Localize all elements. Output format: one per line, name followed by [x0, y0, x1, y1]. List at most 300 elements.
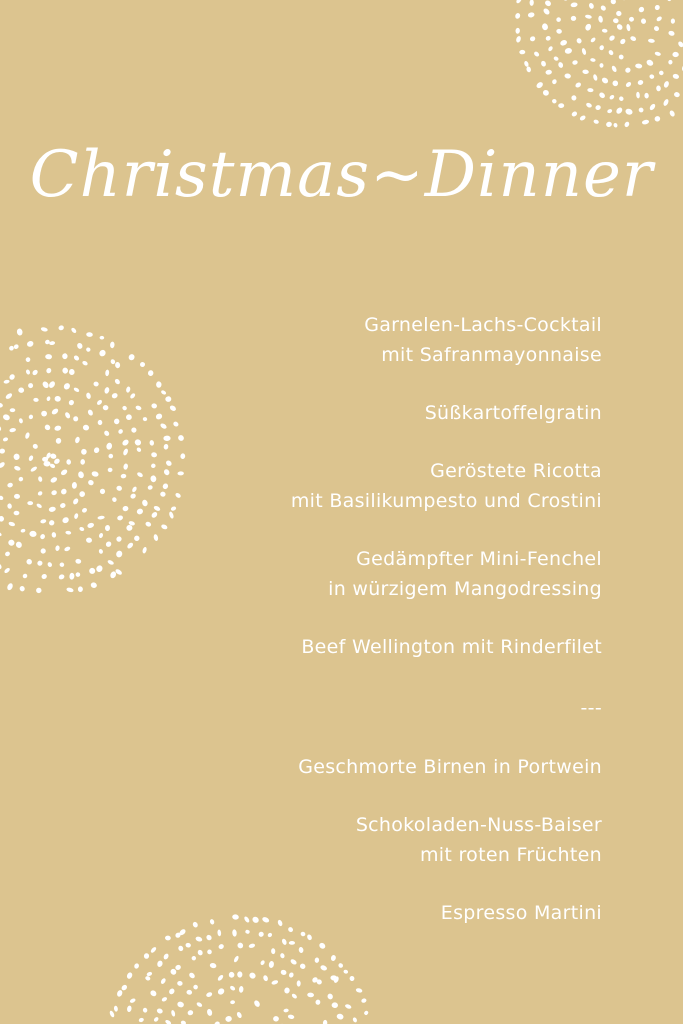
decor-dot [541, 23, 549, 31]
decor-dot [232, 914, 239, 920]
decor-dot [672, 73, 680, 80]
decor-dot [58, 573, 65, 580]
decor-dot [571, 16, 576, 21]
decor-dot [178, 945, 185, 952]
decor-dot [114, 418, 120, 425]
decor-dot [80, 459, 85, 465]
menu-item [298, 752, 602, 782]
decor-dot [50, 453, 58, 460]
decor-dot [196, 1001, 203, 1007]
decor-dot [136, 508, 144, 516]
decor-dot [140, 362, 146, 368]
decor-dot [352, 1017, 358, 1023]
decor-dot [105, 369, 110, 376]
decor-dot [607, 108, 613, 113]
decor-dot [663, 80, 670, 88]
decor-dot [225, 1015, 232, 1022]
decor-dot [287, 926, 294, 933]
decor-dot [31, 369, 38, 376]
decor-dot [602, 28, 608, 33]
page-title: Christmas~Dinner [29, 138, 654, 212]
decor-dot [151, 403, 158, 409]
decor-dot [230, 1000, 235, 1005]
decor-dot [251, 915, 260, 924]
decor-dot [82, 424, 89, 431]
decor-dot [261, 916, 270, 923]
decor-dot [87, 479, 94, 486]
menu-item-line: Geröstete Ricotta [430, 460, 602, 482]
decor-dot [579, 115, 586, 122]
decor-dot [558, 103, 564, 108]
decor-dot [656, 85, 661, 91]
decor-dot [103, 405, 109, 411]
decor-dot [86, 332, 93, 337]
decor-dot [0, 516, 4, 522]
decor-dot [115, 362, 121, 369]
decor-dot [87, 409, 94, 417]
decor-dot [542, 89, 550, 97]
decor-dot [120, 984, 128, 992]
decor-dot [41, 380, 50, 389]
decor-dot [547, 45, 553, 52]
decor-dot [45, 367, 52, 374]
decor-dot [626, 24, 631, 32]
decor-dot [306, 934, 312, 941]
decor-dot [592, 74, 598, 81]
decor-dot [87, 522, 95, 529]
decor-dot [135, 405, 142, 411]
decor-dot [582, 69, 589, 74]
decor-dot [51, 489, 58, 496]
decor-dot [76, 342, 83, 350]
decor-dot [323, 1020, 328, 1024]
decor-dot [38, 476, 43, 482]
decor-dot [78, 586, 83, 592]
decor-dot [544, 0, 552, 7]
decor-dot [245, 929, 251, 934]
decor-dot [187, 1009, 194, 1016]
decor-dot [98, 548, 103, 554]
decor-dot [277, 919, 283, 927]
decor-dot [18, 418, 23, 424]
decor-dot [49, 341, 56, 346]
decor-dot [529, 0, 533, 6]
decor-dot [585, 14, 592, 19]
decor-dot [169, 404, 177, 412]
decor-dot [667, 0, 673, 1]
decor-dot [273, 1016, 280, 1022]
decor-dot [121, 438, 130, 446]
decor-dot [114, 378, 121, 385]
decor-dot [217, 987, 226, 996]
decor-dot [63, 382, 72, 391]
decor-dot [40, 548, 46, 554]
decor-dot [161, 996, 168, 1002]
decor-dot [105, 540, 113, 548]
menu-item [441, 898, 602, 928]
decor-dot [30, 466, 38, 473]
decor-dot [35, 587, 42, 594]
decor-dot [165, 935, 171, 940]
decor-dot [133, 963, 139, 970]
decor-dot [570, 2, 578, 8]
decor-dot [8, 373, 16, 381]
decor-dot [584, 23, 592, 32]
decor-dot [79, 526, 85, 532]
decor-dot [96, 399, 103, 406]
decor-dot [95, 564, 104, 573]
decor-dot [271, 948, 276, 954]
decor-dot [624, 121, 631, 128]
decor-dot [115, 550, 123, 559]
decor-dot [2, 413, 11, 421]
decor-dot [615, 106, 623, 115]
menu-item-line: mit roten Früchten [420, 844, 602, 866]
decor-dot [625, 81, 632, 88]
decor-dot [649, 103, 657, 111]
decor-dot [59, 562, 64, 567]
decor-dot [280, 953, 286, 959]
decor-dot [160, 524, 168, 531]
decor-dot [110, 341, 115, 348]
decor-dot [129, 998, 136, 1004]
decor-dot [25, 558, 33, 566]
decor-dot [151, 452, 158, 458]
decor-dot [571, 95, 577, 101]
decor-dot [654, 51, 661, 56]
decor-dot [192, 921, 199, 928]
decor-dot [131, 427, 137, 433]
menu-item [425, 398, 602, 428]
decor-dot [20, 528, 26, 533]
decor-dot [171, 1010, 176, 1017]
decor-dot [217, 929, 221, 936]
decor-dot [523, 60, 529, 67]
decor-dot [26, 340, 34, 348]
decor-dot [205, 991, 212, 998]
decor-dot [542, 7, 550, 15]
decor-dot [0, 424, 2, 432]
decor-dot [0, 461, 6, 469]
decor-dot [3, 379, 10, 384]
decor-dot [149, 440, 154, 446]
decor-dot [7, 503, 12, 509]
decor-dot [7, 482, 14, 488]
decor-dot [3, 567, 10, 574]
decor-dot [51, 532, 56, 538]
decor-dot [209, 962, 217, 969]
decor-dot [177, 981, 183, 987]
decor-dot [601, 76, 609, 84]
decor-dot [64, 411, 71, 419]
decor-dot [344, 1003, 352, 1009]
decor-dot [86, 537, 93, 543]
decor-dot [117, 428, 123, 434]
decor-dot [574, 81, 581, 88]
decor-dot [25, 369, 31, 375]
decor-dot [40, 327, 48, 333]
decor-dot [600, 4, 607, 11]
decor-dot [637, 79, 644, 85]
decor-dot [284, 987, 291, 994]
decor-dot [16, 328, 23, 336]
decor-dot [163, 444, 169, 450]
decor-dot [126, 414, 132, 420]
decor-dot [108, 453, 114, 459]
decor-dot [175, 492, 182, 499]
decor-dot [514, 12, 521, 19]
decor-dot [141, 499, 148, 507]
decor-dot [54, 396, 61, 402]
decor-dot [599, 45, 605, 51]
decor-dot [610, 0, 617, 5]
decor-dot [599, 63, 603, 68]
decor-dot [27, 501, 33, 505]
decor-dot [571, 111, 578, 118]
decor-dot [0, 531, 2, 537]
dotted-circle-left [0, 305, 210, 615]
decor-dot [638, 6, 646, 14]
decor-dot [207, 949, 212, 955]
decor-dot [618, 54, 623, 59]
decor-dot [24, 432, 30, 440]
dotted-circle-bottom [90, 900, 400, 1024]
decor-dot [150, 463, 156, 469]
decor-dot [515, 0, 522, 4]
decor-dot [653, 25, 660, 32]
decor-dot [613, 122, 618, 128]
menu-item [364, 310, 602, 370]
decor-dot [159, 422, 167, 430]
decor-dot [177, 434, 185, 442]
decor-dot [133, 535, 141, 543]
decor-dot [298, 947, 304, 954]
decor-dot [39, 533, 46, 540]
menu-item-line: Garnelen-Lachs-Cocktail [364, 314, 602, 336]
decor-dot [40, 519, 47, 524]
decor-dot [553, 56, 559, 62]
decor-dot [556, 17, 562, 23]
decor-dot [142, 546, 148, 553]
decor-dot [61, 516, 70, 524]
decor-dot [77, 471, 84, 479]
decor-dot [361, 998, 367, 1004]
decor-dot [107, 467, 112, 472]
decor-dot [73, 355, 80, 362]
decor-dot [8, 345, 15, 352]
decor-dot [127, 1005, 133, 1012]
decor-dot [613, 18, 620, 24]
decor-dot [100, 336, 105, 340]
decor-dot [168, 511, 174, 519]
decor-dot [598, 91, 606, 99]
decor-dot [545, 35, 552, 42]
decor-dot [533, 51, 540, 58]
menu-item-line: Süßkartoffelgratin [424, 402, 602, 424]
decor-dot [22, 573, 28, 579]
decor-dot [262, 975, 268, 982]
decor-dot [55, 438, 61, 445]
decor-dot [188, 972, 196, 980]
decor-dot [654, 115, 661, 122]
decor-dot [44, 424, 52, 432]
decor-dot [14, 494, 20, 499]
decor-dot [122, 448, 129, 456]
decor-dot [0, 495, 4, 501]
decor-dot [126, 386, 131, 393]
decor-dot [70, 327, 77, 334]
decor-dot [107, 559, 115, 565]
decor-dot [123, 463, 129, 470]
decor-dot [86, 392, 92, 399]
decor-dot [585, 102, 592, 108]
decor-dot [122, 506, 129, 512]
decor-dot [33, 398, 39, 403]
decor-dot [103, 430, 110, 437]
menu-item-line: --- [580, 697, 602, 719]
decor-dot [180, 453, 186, 459]
decor-dot [122, 405, 128, 411]
menu-item-line: in würzigem Mangodressing [328, 578, 602, 600]
decor-dot [288, 1014, 295, 1019]
decor-dot [330, 954, 336, 961]
decor-dot [170, 506, 177, 512]
decor-dot [363, 1010, 369, 1016]
decor-dot [18, 476, 24, 482]
decor-dot [349, 976, 355, 982]
decor-dot [129, 493, 136, 500]
decor-dot [217, 974, 224, 982]
decor-dot [114, 1005, 119, 1012]
decor-dot [73, 387, 80, 393]
decor-dot [289, 941, 295, 945]
decor-dot [106, 442, 113, 450]
decor-dot [82, 360, 89, 366]
decor-dot [47, 561, 53, 567]
decor-dot [55, 545, 60, 551]
decor-dot [85, 347, 91, 353]
decor-dot [581, 48, 587, 56]
decor-dot [551, 98, 557, 104]
decor-dot [111, 496, 117, 502]
decor-dot [193, 984, 199, 990]
decor-dot [228, 971, 234, 978]
decor-dot [280, 969, 287, 976]
decor-dot [218, 943, 225, 950]
decor-dot [237, 942, 244, 950]
decor-dot [654, 4, 661, 11]
decor-dot [205, 934, 212, 941]
decor-dot [556, 28, 563, 34]
decor-dot [150, 946, 157, 954]
decor-dot [527, 12, 534, 18]
decor-dot [656, 16, 663, 23]
decor-dot [551, 79, 557, 85]
decor-dot [98, 532, 104, 538]
decor-dot [73, 416, 78, 421]
decor-dot [97, 515, 105, 520]
decor-dot [98, 349, 107, 358]
decor-dot [595, 105, 602, 111]
decor-dot [126, 542, 134, 550]
decor-dot [51, 407, 60, 415]
decor-dot [60, 488, 68, 496]
menu-item-line: Geschmorte Birnen in Portwein [298, 756, 602, 778]
decor-dot [206, 1008, 213, 1016]
decor-dot [89, 568, 96, 575]
decor-dot [535, 81, 544, 89]
decor-dot [641, 18, 647, 24]
decor-dot [74, 513, 79, 520]
decor-dot [126, 524, 133, 531]
decor-dot [110, 359, 116, 365]
decor-dot [68, 399, 75, 406]
decor-dot [281, 938, 287, 946]
decor-dot [320, 964, 328, 971]
decor-dot [90, 582, 98, 589]
decor-dot [72, 482, 77, 489]
decor-dot [608, 34, 616, 41]
decor-dot [2, 437, 8, 442]
decor-dot [13, 465, 21, 471]
decor-dot [355, 988, 362, 994]
decor-dot [142, 417, 147, 422]
decor-dot [659, 70, 665, 75]
decor-dot [7, 539, 15, 547]
decor-dot [60, 468, 68, 476]
decor-dot [13, 453, 19, 460]
decor-dot [150, 511, 158, 519]
decor-dot [590, 58, 596, 63]
decor-dot [65, 531, 71, 535]
decor-dot [91, 471, 99, 478]
decor-dot [172, 421, 179, 428]
decor-dot [62, 367, 68, 374]
decor-dot [109, 1010, 115, 1018]
decor-dot [233, 955, 240, 963]
decor-dot [117, 515, 124, 521]
decor-dot [180, 1020, 186, 1024]
menu-item [301, 632, 602, 662]
decor-dot [0, 402, 3, 408]
decor-dot [175, 964, 182, 971]
menu-item [291, 456, 602, 516]
decor-dot [147, 370, 153, 377]
decor-dot [153, 534, 159, 542]
decor-dot [185, 942, 191, 948]
decor-dot [69, 573, 75, 580]
decor-dot [93, 381, 100, 387]
decor-dot [237, 971, 242, 977]
decor-dot [560, 0, 569, 2]
decor-dot [28, 414, 34, 420]
decor-dot [69, 369, 75, 376]
decor-dot [236, 1011, 243, 1019]
decor-dot [6, 582, 14, 591]
decor-dot [677, 40, 683, 48]
decor-dot [41, 411, 47, 417]
decor-dot [168, 988, 176, 996]
decor-dot [59, 502, 66, 509]
decor-dot [630, 35, 637, 42]
decor-dot [160, 491, 166, 497]
decor-dot [25, 357, 31, 363]
decor-dot [81, 449, 87, 455]
decor-dot [559, 39, 568, 47]
decor-dot [129, 392, 136, 399]
menu-item [356, 810, 602, 870]
decor-dot [635, 63, 642, 69]
